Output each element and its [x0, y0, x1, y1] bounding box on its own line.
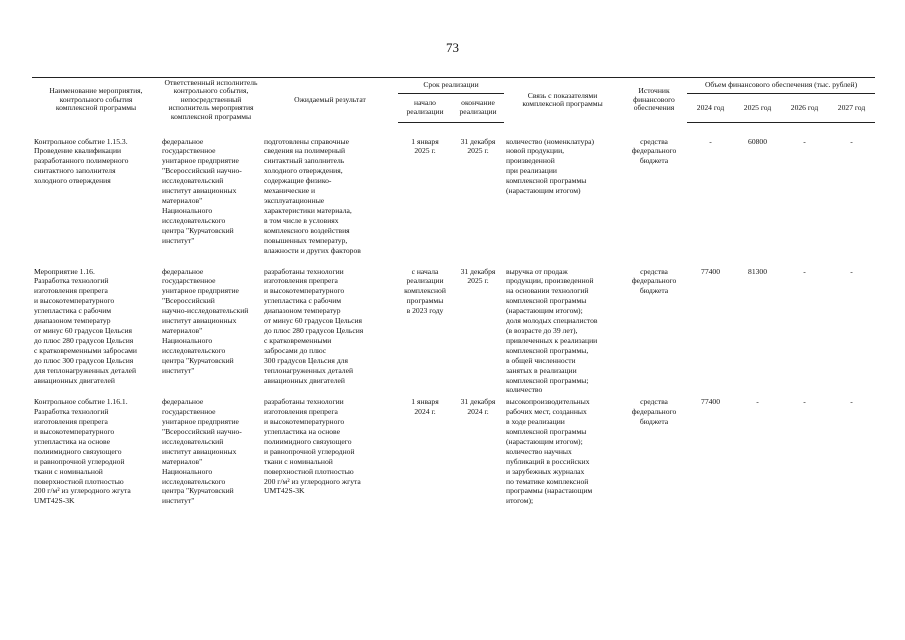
row-link: количество (номенклатура) новой продукции, произведенной при реализации комплексной программы (нарастающим итогом) — [506, 136, 595, 196]
row-result: разработаны технологии изготовления препрега и высокотемпературного углепластика с рабочим диапазоном температур от минус 60 градусов Цельсия до плюс 280 градусов Цельсия с кратковременными забросами до плюс 300 градусов Цельсия для теплонагруженных деталей авиационных двигателей — [264, 266, 364, 385]
row-2025: 60800 — [748, 136, 767, 146]
row-end: 31 декабря 2025 г. — [460, 136, 496, 156]
row-end: 31 декабря 2025 г. — [460, 266, 496, 286]
row-link: высокопроизводительных рабочих мест, созданных в ходе реализации комплексной программы (нарастающим итогом); количество научных публикаций в российских и зарубежных журналах по тематике комплексной программы (нарастающим итогом); — [506, 397, 593, 506]
program-table — [32, 77, 875, 516]
header-year-2027: 2027 год — [828, 94, 875, 122]
row-2027: - — [850, 397, 853, 407]
row-name: Контрольное событие 1.15.3. Проведение квалификации разработанного полимерного синтактного заполнителя холодного отверждения — [34, 136, 129, 186]
row-2025: - — [756, 397, 759, 407]
row-2026: - — [803, 397, 806, 407]
row-source: средства федерального бюджета — [631, 397, 677, 427]
header-year-2024: 2024 год — [687, 94, 734, 122]
header-name: Наименование мероприятия, контрольного события комплексной программы — [32, 78, 160, 123]
row-source: средства федерального бюджета — [631, 136, 677, 166]
row-result: подготовлены справочные сведения на полимерный синтактный заполнитель холодного отверждения, содержащие физико- механические и эксплуатационные характеристики материала, в том числе в условиях комплексного воздействия повышенных температур, влажности и других факторов — [264, 136, 361, 255]
row-responsible: федеральное государственное унитарное предприятие "Всероссийский научно- исследовательский институт авиационных материалов" Национального исследовательского центра "Курчатовский институт" — [162, 136, 242, 245]
header-result: Ожидаемый результат — [262, 78, 398, 123]
row-start: с начала реализации комплексной программы в 2023 году — [404, 266, 446, 316]
table-row — [32, 396, 875, 516]
header-term-group: Срок реализации — [398, 78, 504, 94]
page-number: 73 — [446, 40, 459, 55]
row-2026: - — [803, 136, 806, 146]
table-row — [32, 136, 875, 266]
row-link: выручка от продаж продукции, произведенной на основании технологий комплексной программы (нарастающим итогом); доля молодых специалистов (в возрасте до 39 лет), привлеченных к реализации комплексной программы, в общей численности занятых в реализации комплексной программы; количество — [506, 266, 598, 395]
row-source: средства федерального бюджета — [631, 266, 677, 296]
row-result: разработаны технологии изготовления препрега и высокотемпературного углепластика на основе полиимидного связующего и равнопрочной углеродной ткани с номинальной поверхностной плотностью 200 г/м² из углеродного жгута UMT42S-3K — [264, 397, 361, 496]
row-name: Мероприятие 1.16. Разработка технологий изготовления препрега и высокотемпературного углепластика с рабочим диапазоном температур от минус 60 градусов Цельсия до плюс 280 градусов Цельсия с кратковременными забросами до плюс 300 градусов Цельсия для теплонагруженных деталей авиационных двигателей — [34, 266, 137, 385]
row-responsible: федеральное государственное унитарное предприятие "Всероссийский научно-исследовательский институт авиационных материалов" Национального исследовательского центра "Курчатовский институт" — [162, 266, 249, 375]
row-2025: 81300 — [748, 266, 767, 276]
row-start: 1 января 2024 г. — [411, 397, 439, 417]
header-term-start: начало реализации — [398, 94, 452, 122]
row-2027: - — [850, 136, 853, 146]
header-year-2025: 2025 год — [734, 94, 781, 122]
header-source: Источник финансового обеспечения — [621, 78, 687, 123]
table-row — [32, 266, 875, 397]
row-2027: - — [850, 266, 853, 276]
row-responsible: федеральное государственное унитарное предприятие "Всероссийский научно- исследовательский институт авиационных материалов" Национального исследовательского центра "Курчатовский институт" — [162, 397, 242, 506]
row-name: Контрольное событие 1.16.1. Разработка технологий изготовления препрега и высокотемпературного углепластика на основе полиимидного связующего и равнопрочной углеродной ткани с номинальной поверхностной плотностью 200 г/м² из углеродного жгута UMT42S-3K — [34, 397, 131, 506]
row-2024: 77400 — [701, 266, 720, 276]
row-start: 1 января 2025 г. — [411, 136, 439, 156]
header-link: Связь с показателями комплексной программы — [504, 78, 621, 123]
row-2024: - — [709, 136, 712, 146]
header-term-end: окончание реализации — [452, 94, 504, 122]
header-year-2026: 2026 год — [781, 94, 828, 122]
row-2024: 77400 — [701, 397, 720, 407]
header-finance-group: Объем финансового обеспечения (тыс. рублей) — [687, 78, 875, 94]
row-end: 31 декабря 2024 г. — [460, 397, 496, 417]
row-2026: - — [803, 266, 806, 276]
header-responsible: Ответственный исполнитель контрольного события, непосредственный исполнитель мероприятия комплексной программы — [160, 78, 262, 123]
